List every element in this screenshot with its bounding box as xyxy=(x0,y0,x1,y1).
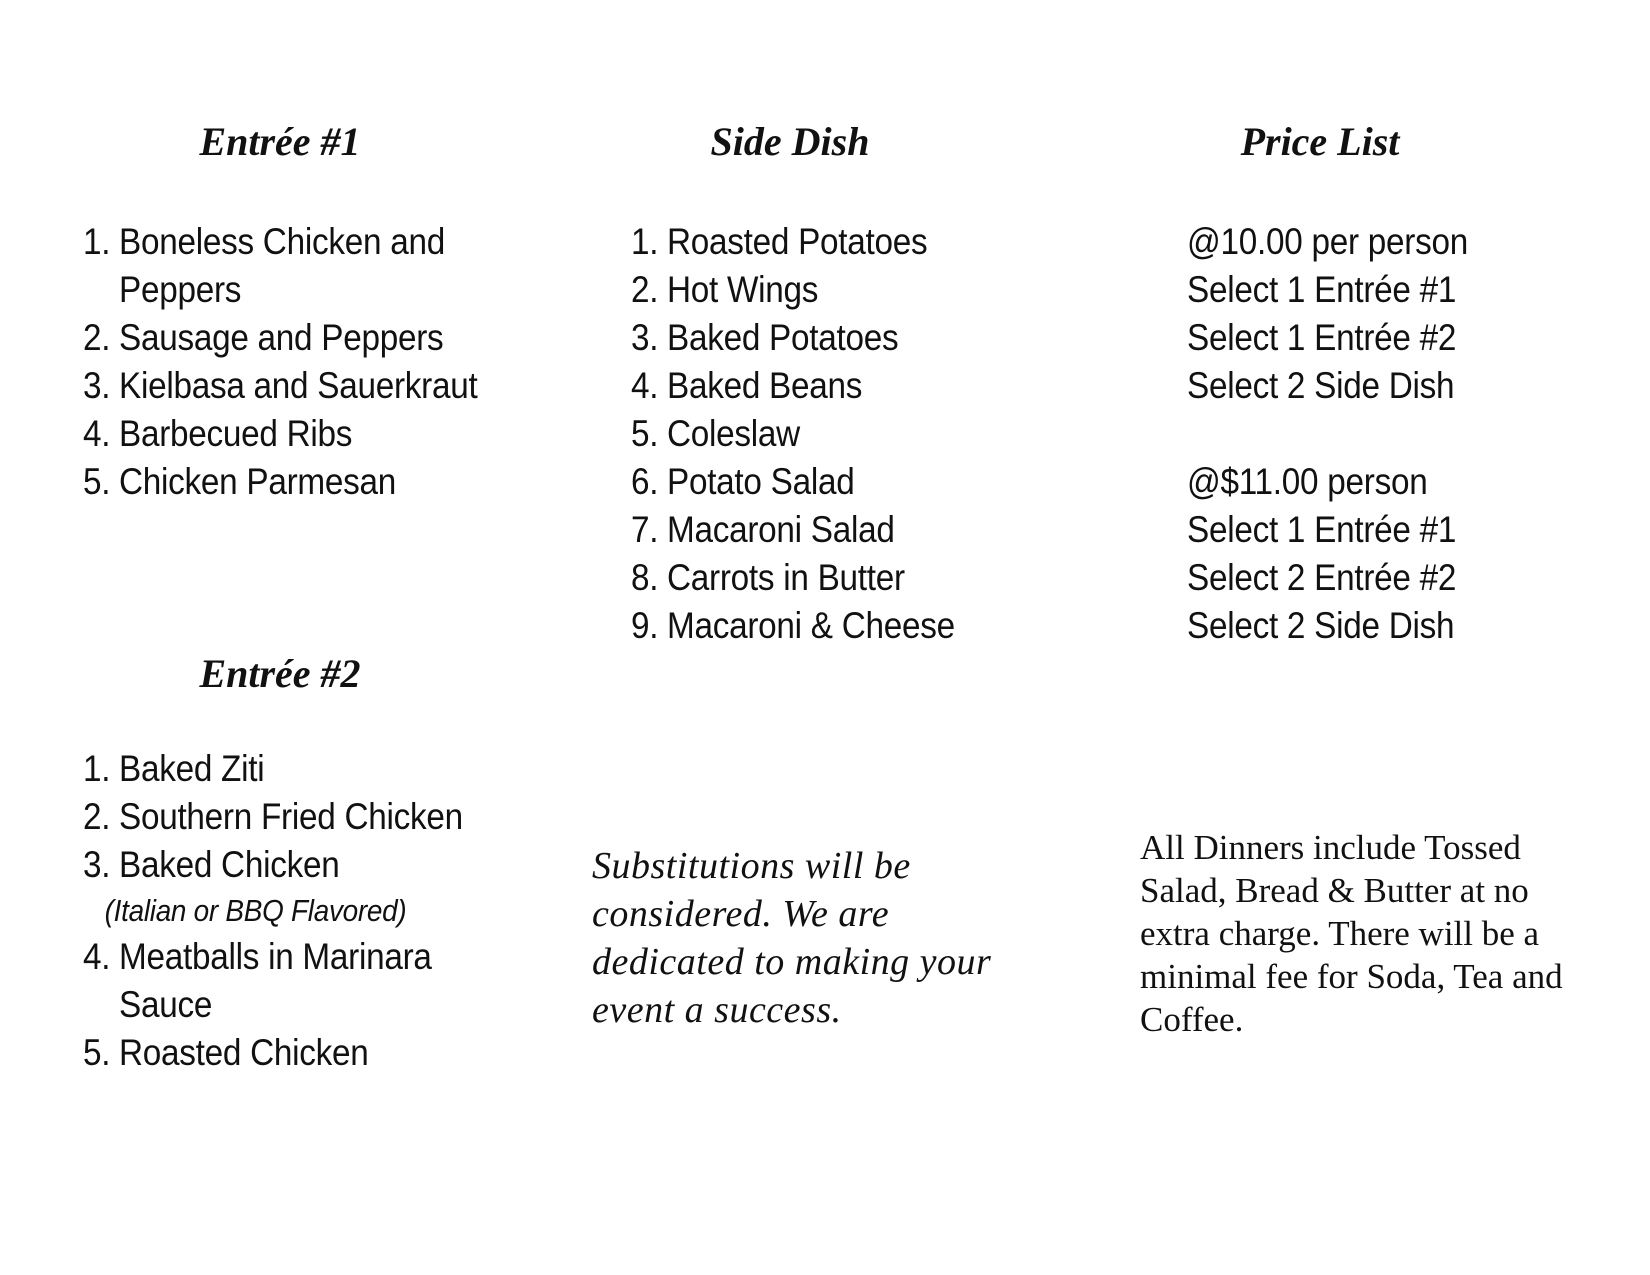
item-number: 2. xyxy=(631,269,659,310)
side-dish-heading: Side Dish xyxy=(710,119,870,164)
list-item xyxy=(631,410,1009,458)
list-item xyxy=(83,745,515,793)
item-text: Barbecued Ribs xyxy=(119,413,353,454)
package-line: Select 2 Entrée #2 xyxy=(1187,557,1457,598)
list-item xyxy=(83,933,515,1029)
entree-2-list xyxy=(83,745,515,1077)
package-line: Select 1 Entrée #2 xyxy=(1187,317,1457,358)
list-item xyxy=(631,554,1009,602)
item-number: 5. xyxy=(83,461,111,502)
item-number: 5. xyxy=(83,1032,111,1073)
package-line: Select 1 Entrée #1 xyxy=(1187,269,1457,310)
list-item xyxy=(83,1029,515,1077)
item-number: 3. xyxy=(631,317,659,358)
substitutions-note: Substitutions will be considered. We are dedicated to making your event a success. xyxy=(592,845,992,1031)
item-text: Baked Chicken xyxy=(119,844,340,885)
item-number: 8. xyxy=(631,557,659,598)
item-text: Roasted Chicken xyxy=(119,1032,369,1073)
item-number: 1. xyxy=(83,221,111,262)
item-text: Baked Potatoes xyxy=(667,317,899,358)
item-text: Chicken Parmesan xyxy=(119,461,397,502)
item-text: Sausage and Peppers xyxy=(119,317,444,358)
list-item xyxy=(631,458,1009,506)
entree-1-list xyxy=(83,218,515,506)
list-item xyxy=(83,314,515,362)
item-text: Macaroni & Cheese xyxy=(667,605,955,646)
entree-1-heading: Entrée #1 xyxy=(199,119,361,164)
list-item xyxy=(83,410,515,458)
item-number: 4. xyxy=(631,365,659,406)
item-number: 3. xyxy=(83,844,111,885)
item-text: Boneless Chicken and Peppers xyxy=(119,221,445,310)
list-item xyxy=(631,218,1009,266)
item-number: 3. xyxy=(83,365,111,406)
item-text: Kielbasa and Sauerkraut xyxy=(119,365,478,406)
list-item xyxy=(631,506,1009,554)
item-number: 2. xyxy=(83,796,111,837)
item-number: 4. xyxy=(83,413,111,454)
package-price: @10.00 per person xyxy=(1187,221,1468,262)
item-text: Macaroni Salad xyxy=(667,509,895,550)
price-list xyxy=(1187,218,1529,650)
item-number: 7. xyxy=(631,509,659,550)
item-number: 1. xyxy=(631,221,659,262)
list-item xyxy=(83,841,515,933)
item-number: 1. xyxy=(83,748,111,789)
item-text: Carrots in Butter xyxy=(667,557,905,598)
list-item xyxy=(83,362,515,410)
price-list-heading: Price List xyxy=(1240,119,1400,164)
list-item xyxy=(631,602,1009,650)
item-text: Hot Wings xyxy=(667,269,819,310)
item-text: Baked Beans xyxy=(667,365,863,406)
dinners-note: All Dinners include Tossed Salad, Bread & Butter at no extra charge. There will be a minimal fee for Soda, Tea and Coffee. xyxy=(1140,828,1563,1039)
package-line: Select 2 Side Dish xyxy=(1187,605,1455,646)
list-item xyxy=(83,218,515,314)
item-text: Meatballs in Marinara Sauce xyxy=(119,936,432,1025)
item-note: (Italian or BBQ Flavored) xyxy=(104,893,407,928)
item-number: 6. xyxy=(631,461,659,502)
list-item xyxy=(631,266,1009,314)
entree-2-heading: Entrée #2 xyxy=(199,651,361,696)
package-line: Select 2 Side Dish xyxy=(1187,365,1455,406)
item-text: Southern Fried Chicken xyxy=(119,796,463,837)
item-number: 5. xyxy=(631,413,659,454)
list-item xyxy=(83,793,515,841)
item-text: Coleslaw xyxy=(667,413,800,454)
item-number: 4. xyxy=(83,936,111,977)
package-price: @$11.00 person xyxy=(1187,461,1428,502)
item-number: 2. xyxy=(83,317,111,358)
item-number: 9. xyxy=(631,605,659,646)
list-item xyxy=(631,362,1009,410)
item-text: Roasted Potatoes xyxy=(667,221,928,262)
item-text: Baked Ziti xyxy=(119,748,265,789)
item-text: Potato Salad xyxy=(667,461,855,502)
list-item xyxy=(631,314,1009,362)
item-text-group xyxy=(104,841,407,933)
package-line: Select 1 Entrée #1 xyxy=(1187,509,1457,550)
side-dish-list xyxy=(631,218,1009,650)
list-item xyxy=(83,458,515,506)
